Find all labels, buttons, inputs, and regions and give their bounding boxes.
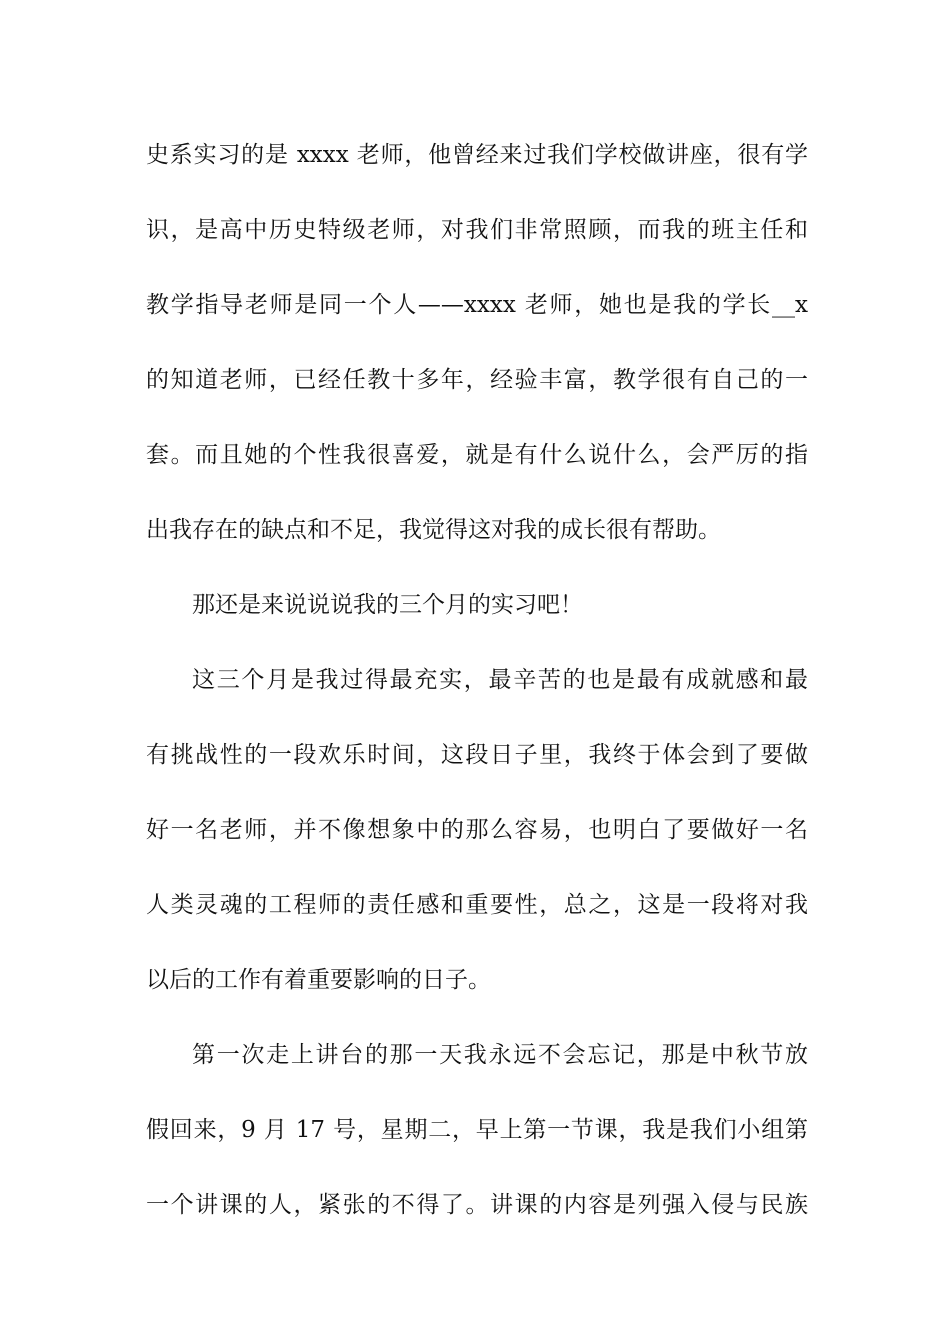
paragraph-start-line: 第一次走上讲台的那一天我永远不会忘记，那是中秋节放	[192, 1042, 808, 1068]
text-line: 出我存在的缺点和不足，我觉得这对我的成长很有帮助。	[146, 517, 721, 543]
text-line: 以后的工作有着重要影响的日子。	[146, 967, 491, 993]
paragraph-start-line: 这三个月是我过得最充实，最辛苦的也是最有成就感和最	[192, 667, 808, 693]
text-line: 识，是高中历史特级老师，对我们非常照顾，而我的班主任和	[146, 217, 808, 243]
text-line: 人类灵魂的工程师的责任感和重要性，总之，这是一段将对我	[146, 892, 808, 918]
text-line: 史系实习的是 xxxx 老师，他曾经来过我们学校做讲座，很有学	[146, 142, 808, 168]
text-line: 有挑战性的一段欢乐时间，这段日子里，我终于体会到了要做	[146, 742, 808, 768]
text-line: 套。而且她的个性我很喜爱，就是有什么说什么，会严厉的指	[146, 442, 808, 468]
text-line: 的知道老师，已经任教十多年，经验丰富，教学很有自己的一	[146, 367, 808, 393]
text-line: 教学指导老师是同一个人——xxxx 老师，她也是我的学长__x	[146, 292, 808, 318]
text-line: 好一名老师，并不像想象中的那么容易，也明白了要做好一名	[146, 817, 808, 843]
body-text	[146, 133, 808, 1258]
text-line: 一个讲课的人，紧张的不得了。讲课的内容是列强入侵与民族	[146, 1192, 808, 1218]
paragraph-start-line: 那还是来说说说我的三个月的实习吧！	[192, 592, 583, 618]
text-line: 假回来，9 月 17 号，星期二，早上第一节课，我是我们小组第	[146, 1117, 808, 1143]
